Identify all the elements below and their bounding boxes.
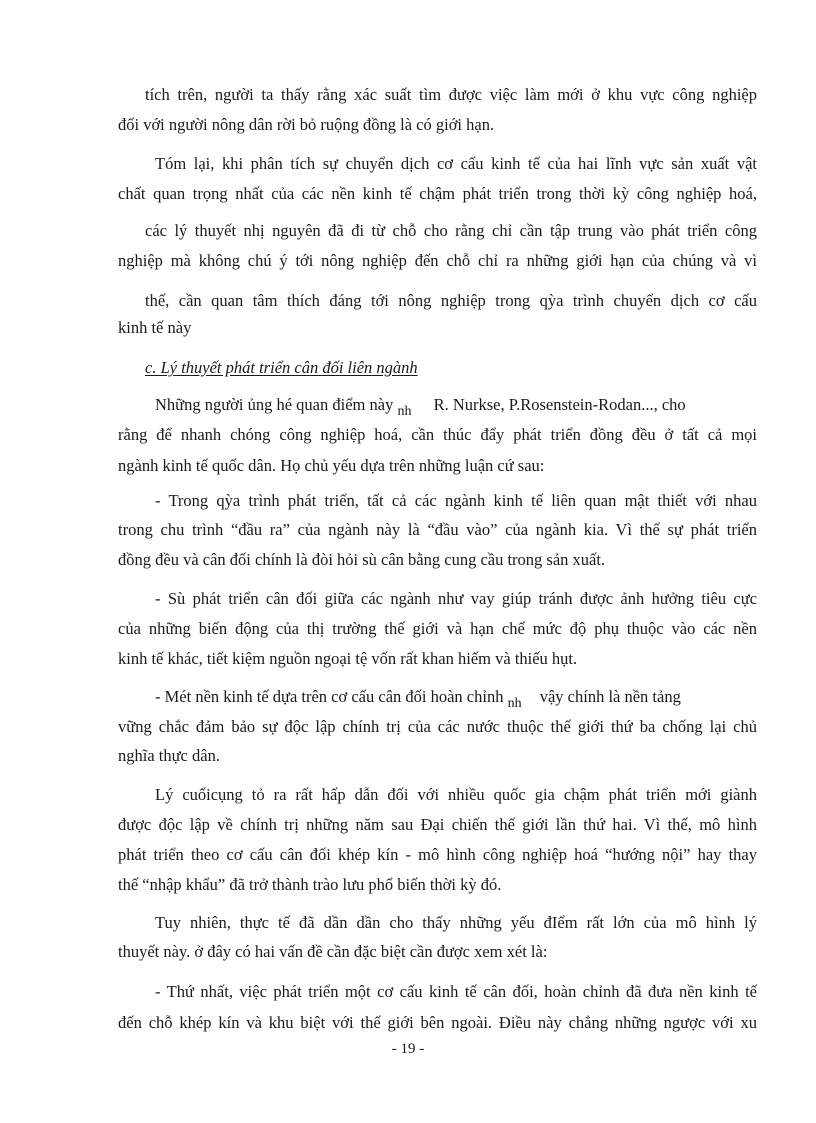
text-line: đến chỗ khép kín và khu biệt với thế giới bên ngoài. Điều này chẳng những ngược với xu	[118, 1013, 757, 1032]
text-line: - Sù phát triển cân đối giữa các ngành như vay giúp tránh được ảnh hưởng tiêu cực	[155, 589, 757, 608]
section-heading: c. Lý thuyết phát triển cân đối liên ngành	[145, 358, 418, 377]
text-line: thế, cần quan tâm thích đáng tới nông nghiệp trong qỳa trình chuyển dịch cơ cấu	[145, 291, 757, 310]
text-fragment-nh: nh	[397, 404, 412, 419]
text-line: - Trong qỳa trình phát triển, tất cả các ngành kinh tế liên quan mật thiết với nhau	[155, 491, 757, 510]
text-line: được độc lập về chính trị những năm sau Đại chiến thế giới lần thứ hai. Vì thế, mô hình	[118, 815, 757, 834]
text-line: chất quan trọng nhất của các nền kinh tế chậm phát triển trong thời kỳ công nghiệp hoá,	[118, 184, 757, 203]
text-line: rằng để nhanh chóng công nghiệp hoá, cần thúc đẩy phát triển đồng đều ở tất cả mọi	[118, 425, 757, 444]
text-line: nghiệp mà không chú ý tới nông nghiệp đến chỗ chỉ ra những giới hạn của chúng và vì	[118, 251, 757, 270]
text-line: đồng đều và cân đối chính là đòi hỏi sù cân bằng cung cầu trong sản xuất.	[118, 550, 606, 569]
text-line: Tuy nhiên, thực tế đã dần dần cho thấy những yếu đIểm rất lớn của mô hình lý	[155, 913, 757, 932]
text-line	[155, 687, 757, 709]
text-line: của những biến động của thị trường thế giới và hạn chế mức độ phụ thuộc vào các nền	[118, 619, 757, 638]
text-line: nghĩa thực dân.	[118, 746, 220, 765]
text-line: tích trên, người ta thấy rằng xác suất tìm được việc làm mới ở khu vực công nghiệp	[145, 85, 757, 104]
text-line: - Thứ nhất, việc phát triển một cơ cấu kinh tế cân đối, hoàn chỉnh đã đưa nền kinh tế	[155, 982, 757, 1001]
text-line: thế “nhập khẩu” đã trở thành trào lưu phổ biến thời kỳ đó.	[118, 875, 502, 894]
text-line: phát triển theo cơ cấu cân đối khép kín - mô hình công nghiệp hoá “hướng nội” hay thay	[118, 845, 757, 864]
text-segment: Những người ủng hé quan điểm này	[155, 395, 394, 414]
text-line: các lý thuyết nhị nguyên đã đi từ chỗ cho rằng chỉ cần tập trung vào phát triển công	[145, 221, 757, 240]
text-line: đối với người nông dân rời bỏ ruộng đồng là có giới hạn.	[118, 115, 495, 134]
page-number: - 19 -	[391, 1041, 425, 1057]
text-line: Lý cuốicụng tỏ ra rất hấp dẫn đối với nhiều quốc gia chậm phát triển mới giành	[155, 785, 757, 804]
text-line: trong chu trình “đầu ra” của ngành này là “đầu vào” của ngành kia. Vì thế sự phát triển	[118, 520, 757, 539]
text-segment: R. Nurkse, P.Rosenstein-Rodan..., cho	[433, 395, 686, 414]
text-line	[155, 395, 757, 417]
text-segment: vậy chính là nền tảng	[539, 687, 681, 706]
text-line: kinh tế khác, tiết kiệm nguồn ngoại tệ vốn rất khan hiếm và thiếu hụt.	[118, 649, 578, 668]
text-line: Tóm lại, khi phân tích sự chuyển dịch cơ cấu kinh tế của hai lĩnh vực sản xuất vật	[155, 154, 757, 173]
text-line: ngành kinh tế quốc dân. Họ chủ yếu dựa trên những luận cứ sau:	[118, 456, 545, 475]
text-fragment-nh: nh	[507, 696, 522, 711]
text-line: vững chắc đảm bảo sự độc lập chính trị của các nước thuộc thế giới thứ ba chống lại chủ	[118, 717, 757, 736]
text-line: kinh tế này	[118, 318, 192, 337]
text-segment: - Mét nền kinh tế dựa trên cơ cấu cân đối hoàn chỉnh	[155, 687, 504, 706]
text-line: thuyết này. ở đây có hai vấn đề cần đặc biệt cần được xem xét là:	[118, 942, 548, 961]
